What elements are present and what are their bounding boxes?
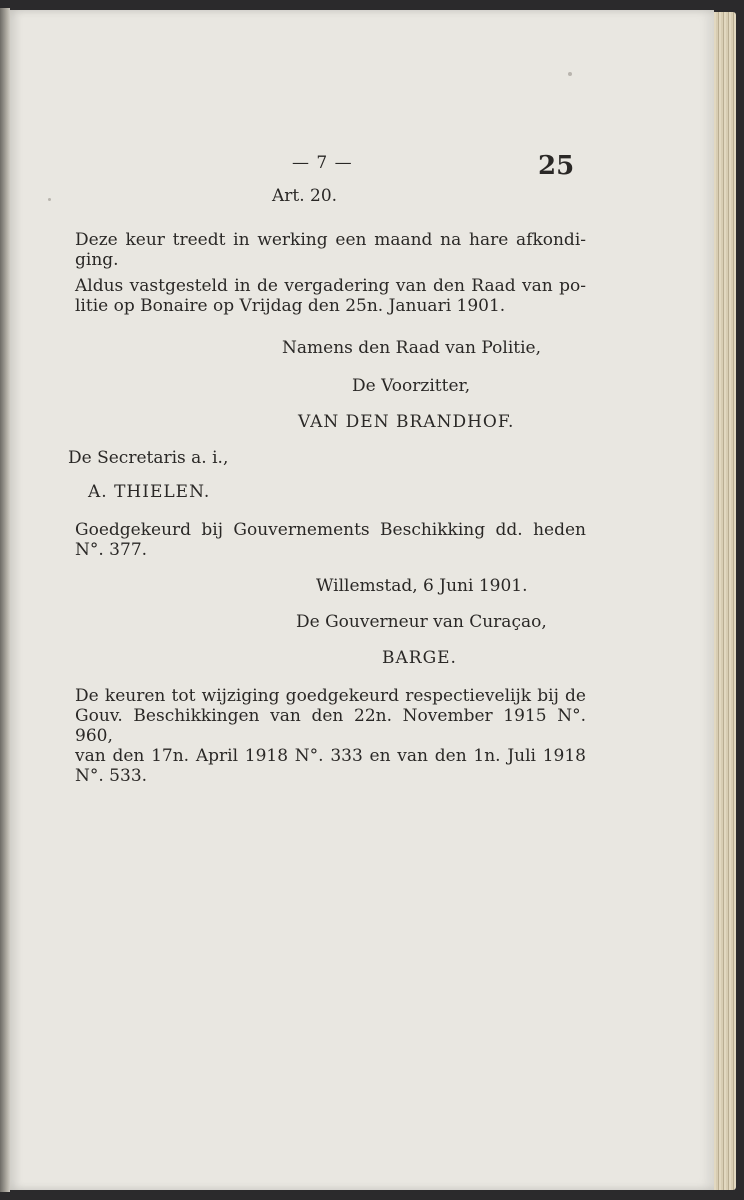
raad-signature-line: Namens den Raad van Politie,	[282, 338, 541, 358]
document-page	[10, 10, 714, 1190]
voorzitter-title: De Voorzitter,	[352, 376, 471, 396]
page-number: 25	[538, 151, 575, 181]
paragraph-adopted	[75, 276, 586, 316]
voorzitter-name: VAN DEN BRANDHOF.	[298, 412, 515, 432]
text-line: N°. 533.	[75, 766, 148, 786]
gouverneur-name: BARGE.	[382, 648, 457, 668]
text-line: Goedgekeurd bij Gouvernements Beschikking dd. heden	[75, 520, 586, 540]
text-line: N°. 377.	[75, 540, 148, 560]
text-line: Aldus vastgesteld in de vergadering van den Raad van po-	[75, 276, 586, 296]
paragraph-approved	[75, 520, 586, 560]
book-spine-edge	[0, 8, 10, 1192]
paper-speck	[568, 72, 572, 76]
text-line: Deze keur treedt in werking een maand na hare afkondi-	[75, 230, 586, 250]
text-line: litie op Bonaire op Vrijdag den 25n. Januari 1901.	[75, 296, 506, 316]
paper-speck	[48, 198, 51, 201]
text-line: van den 17n. April 1918 N°. 333 en van den 1n. Juli 1918	[75, 746, 586, 766]
text-line: De keuren tot wijziging goedgekeurd respectievelijk bij de	[75, 686, 586, 706]
text-line: Gouv. Beschikkingen van den 22n. November 1915 N°. 960,	[75, 706, 586, 746]
paragraph-amendments	[75, 686, 586, 786]
text-line: ging.	[75, 250, 119, 270]
secretaris-title: De Secretaris a. i.,	[68, 448, 229, 468]
place-date: Willemstad, 6 Juni 1901.	[316, 576, 528, 596]
folio-number: — 7 —	[292, 153, 353, 173]
article-heading: Art. 20.	[272, 186, 338, 206]
paragraph-effective	[75, 230, 586, 270]
gouverneur-title: De Gouverneur van Curaçao,	[296, 612, 547, 632]
secretaris-name: A. THIELEN.	[88, 482, 211, 502]
